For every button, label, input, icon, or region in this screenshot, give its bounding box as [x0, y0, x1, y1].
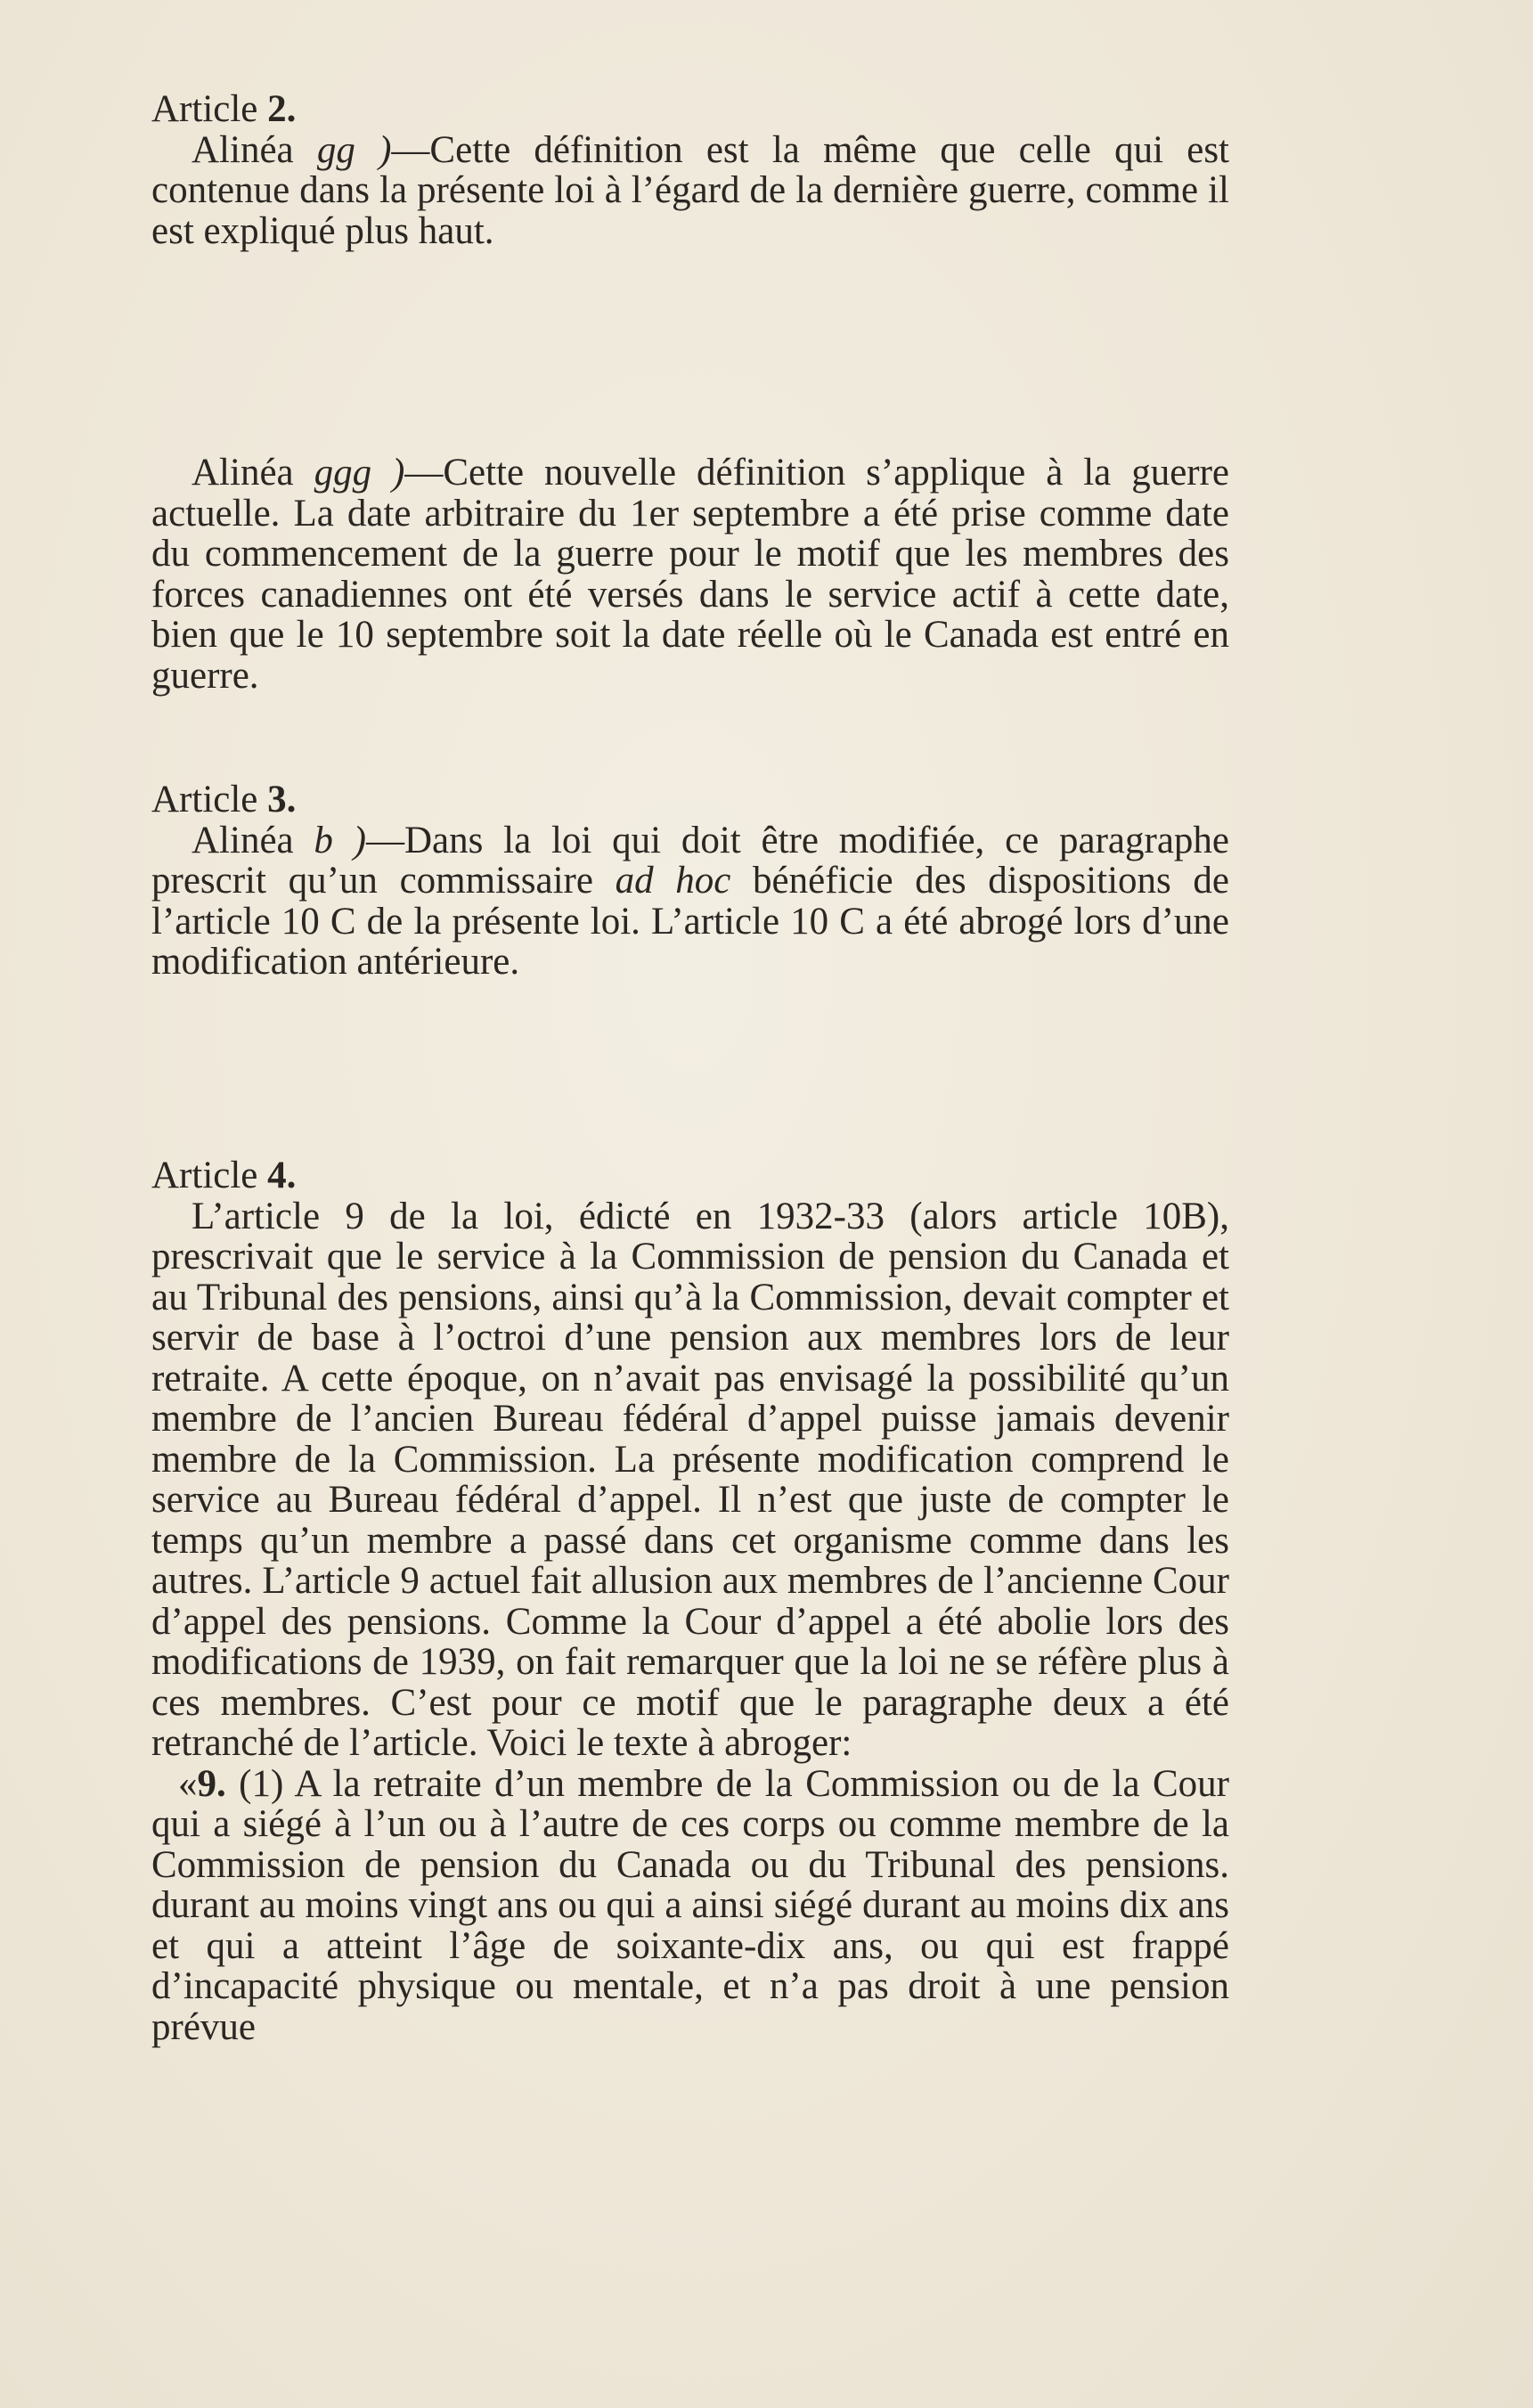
article-3-paragraph-b — [151, 820, 1229, 983]
article-2-heading-word: Article — [151, 88, 258, 130]
paragraph-text: —Dans la loi qui doit être modifiée, ce paragraphe prescrit qu’un commissaire — [151, 819, 1229, 902]
quoted-section-text: (1) A la retraite d’un membre de la Commission ou de la Cour qui a siégé à l’un ou à l’autre de ces corps ou comme membre de la Commission de pension du Canada ou du Tribunal des pensions. durant au moins vingt ans ou qui a ainsi siégé durant au moins dix ans et qui a atteint l’âge de soixante-dix ans, ou qui est frappé d’incapacité physique ou mentale, et n’a pas droit à une pension prévue — [151, 1762, 1229, 2048]
quoted-section-number: 9. — [197, 1762, 226, 1805]
article-2-paragraph-gg — [151, 130, 1229, 252]
article-3-block — [151, 780, 1229, 983]
article-2-heading-number: 2. — [267, 88, 297, 130]
article-4-paragraph: L’article 9 de la loi, édicté en 1932-33 (alors article 10B), prescrivait que le service à la Commission de pension du Canada et au Tribunal des pensions, ainsi qu’à la Commission, devait compter et servir de base à l’octroi d’une pension aux membres lors de leur retraite. A cette époque, on n’avait pas envisagé la possibilité qu’un membre de l’ancien Bureau fédéral d’appel puisse jamais devenir membre de la Commission. La présente modification comprend le service au Bureau fédéral d’appel. Il n’est que juste de compter le temps qu’un membre a passé dans cet organisme comme dans les autres. L’article 9 actuel fait allusion aux membres de l’ancienne Cour d’appel des pensions. Comme la Cour d’appel a été abolie lors des modifications de 1939, on fait remarquer que la loi ne se réfère plus à ces membres. C’est pour ce motif que le paragraphe deux a été retranché de l’article. Voici le texte à abroger: — [151, 1195, 1229, 1764]
article-4-heading-word: Article — [151, 1155, 258, 1196]
article-2-ggg-block — [151, 453, 1229, 696]
article-3-heading-word: Article — [151, 779, 258, 820]
article-3-heading-number: 3. — [267, 779, 297, 820]
article-4-block — [151, 1155, 1229, 2047]
paragraph-lead: Alinéa — [192, 452, 314, 494]
article-2-heading — [151, 89, 1229, 130]
paragraph-ref: gg ) — [316, 128, 392, 171]
article-2-paragraph-ggg — [151, 453, 1229, 696]
article-3-heading — [151, 780, 1229, 820]
article-4-heading — [151, 1155, 1229, 1196]
article-2-block — [151, 89, 1229, 251]
paragraph-text: —Cette définition est la même que celle qui est contenue dans la présente loi à l’égard de la dernière guerre, comme il est expliqué plus haut. — [151, 128, 1230, 252]
paragraph-text: bénéficie des dispositions de l’article 10 C de la présente loi. L’article 10 C a été abrogé lors d’une modification antérieure. — [151, 860, 1230, 983]
italic-term: ad hoc — [615, 860, 731, 902]
paragraph-text: —Cette nouvelle définition s’applique à la guerre actuelle. La date arbitraire du 1er septembre a été prise comme date du commencement de la guerre pour le motif que les membres des forces canadiennes ont été versés dans le service actif à cette date, bien que le 10 septembre soit la date réelle où le Canada est entré en guerre. — [151, 452, 1229, 697]
paragraph-lead: Alinéa — [192, 128, 317, 171]
paragraph-ref: b ) — [314, 819, 366, 861]
paragraph-lead: Alinéa — [192, 819, 314, 861]
article-4-heading-number: 4. — [267, 1155, 297, 1196]
article-4-quoted-section — [151, 1764, 1229, 2048]
paragraph-ref: ggg ) — [314, 452, 405, 494]
quote-mark: « — [178, 1762, 198, 1805]
